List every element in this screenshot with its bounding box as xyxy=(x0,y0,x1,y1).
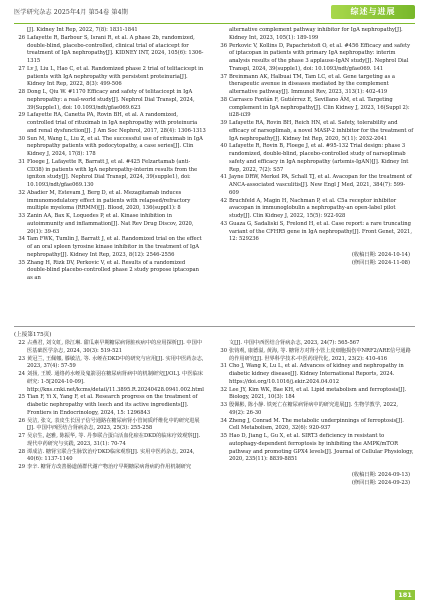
reference-text: Tian F, Yi X, Yang F, et al. Research progress on the treatment of diabetic nephropathy with leech and its active ingredients[J]. Frontiers in Endocrinology, 2024, 15: 1296843 xyxy=(27,394,198,416)
reference-text: Lafayette R, Rovin B, Floege J, et al. #95-132 Trial design: phase 3 randomized, double-blind, placebo-controlled study of narsoplimab safety and efficacy in IgA nephropathy (artemis-IgAN)[J]. Kidney Int Rep, 2022, 7(2): S57 xyxy=(229,143,409,173)
reference-text: Zanin AA, Bax K, Loquedes P, et al. Kinase inhibition in autoimmunity and inflammation[J]. Nat Rev Drug Discov, 2020, 20(1): 39-63 xyxy=(27,213,194,235)
reference-item xyxy=(14,27,206,35)
received-date-line: (修回日期: 2024-11-08) xyxy=(351,259,410,266)
reference-number: 25 xyxy=(18,394,25,401)
reference-number: 37 xyxy=(220,73,227,80)
reference-item xyxy=(14,433,206,449)
reference-list-right-top xyxy=(216,27,414,268)
received-dates xyxy=(216,472,414,488)
reference-text: 殷佩彬, 陈小静. 铁死亡在糖尿病肾病中的研究进展[J]. 生物学教学, 2022, 49(2): 26-30 xyxy=(229,402,399,416)
reference-item xyxy=(216,198,414,221)
reference-text: 文[J]. 中国中西医结合肾病杂志, 2023, 24(7): 565-567 xyxy=(229,340,360,346)
reference-item xyxy=(216,387,414,403)
reference-number: 39 xyxy=(220,120,227,126)
reference-text: Carrasco Fontán F, Gutiérrez E, Sevillano ÁM, et al. Targeting complement in IgA nephropathy[J]. Clin Kidney J, 2023, 16(Suppl 2): ii28-ii39 xyxy=(229,96,410,119)
reference-item xyxy=(216,418,414,434)
reference-text: 黄冠兰, 王佩娜, 滕敏洁, 等. 水蛭在DKD中的研究与应用[J]. 实用中医药杂志, 2023, 37(4): 57-59 xyxy=(27,355,204,370)
reference-number: 26 xyxy=(18,417,25,424)
reference-text: 吴京生, 赵雅, 陈振华, 等. 丹参联合蛋白活血化瘀在DKD的临床疗效观察[J]. 现代中药研究与实践, 2023, 31(1): 70-74 xyxy=(27,433,201,447)
reference-item xyxy=(14,159,206,190)
continued-from-label: (上接第175页) xyxy=(14,332,52,338)
reference-text: Sun M, Wang L, Liu Z, et al. The successful use of rituximab in IgA nephropathy patients with podocytopathy, a case series[J]. Clin Kidney J, 2024, 17(8): 178 xyxy=(27,135,203,157)
reference-text: 李辛. 糖肾方改善肠道菌群代谢产物治疗早期糖尿病肾病的作用机制研究 xyxy=(27,464,192,470)
header-rule xyxy=(14,23,415,24)
reference-item xyxy=(14,464,206,472)
reference-text: [J]. Kidney Int Rep, 2022, 7(8): 1831-1841 xyxy=(27,27,138,33)
reference-number: 26 xyxy=(18,34,25,41)
reference-number: 40 xyxy=(220,143,227,150)
reference-number: 29 xyxy=(18,464,25,470)
reference-item xyxy=(14,136,206,159)
received-date-line: (收稿日期: 2024-09-13) xyxy=(351,472,410,478)
reference-text: Lafayette RA, Rovin BH, Reich HN, et al. Safety, tolerability and efficacy of narsoplimab, a novel MASP-2 inhibitor for the treatment of IgA nephropathy[J]. Kidney Int Rep, 2020, 5(11): 2032-2041 xyxy=(229,120,414,142)
reference-text: 占燕君, 刘文虹, 徐江琳. 甜瓜素早期糖尿病肾脏疾病中的应用探析[J]. 中国中医基础医学杂志, 2024, 30(3): 519-521 xyxy=(27,340,202,354)
reference-item xyxy=(14,35,206,66)
reference-item xyxy=(216,348,414,364)
reference-number: 32 xyxy=(18,189,25,196)
journal-header: 医学研究杂志 2025年4月 第54卷 第4期 xyxy=(14,9,128,16)
reference-text: Zheng J, Conrad M. The metabolic underpinnings of ferroptosis[J]. Cell Metabolism, 2020, 32(6): 920-937 xyxy=(229,417,404,432)
reference-item xyxy=(14,394,206,417)
reference-item xyxy=(216,340,414,348)
reference-text: 张钧观, 康德溢, 黄海, 等. 糖肾方对肾小管上皮细胞损伤中NRF2/ARE信号通路的作用研究[J]. 世界科学技术-中医药现代化, 2021, 23(2): 410-416 xyxy=(229,347,411,362)
reference-item xyxy=(216,402,414,418)
reference-item xyxy=(14,371,206,394)
reference-number: 30 xyxy=(18,135,25,142)
reference-number: 23 xyxy=(18,355,25,362)
reference-item xyxy=(216,221,414,244)
column-label-badge: 综述与进展 xyxy=(331,5,415,19)
reference-number: 29 xyxy=(18,112,25,119)
reference-item xyxy=(14,449,206,465)
reference-item xyxy=(14,112,206,135)
reference-text: 刘扬, 王媛. 通络药水蛭及鬼箭羽在糖尿病肾病中的机制研究[J/OL]. 中医临床研究: 1-5[2024-10-09]. http://kns.cnki.net/kcms/detail/11.3895.R.20240428.0941.002.html xyxy=(27,371,204,393)
reference-item xyxy=(14,260,206,283)
reference-number: 28 xyxy=(18,448,25,455)
reference-text: Breinmann AK, Halbuai TM, Tam LC, et al. Gene targeting as a therapeutic avenue in diseases mediated by the complement alternative pathway[J]. Immunol Rev, 2023, 313(1): 402-419 xyxy=(229,73,396,95)
reference-text: Dong L, Qiu W. #1170 Efficacy and safety of telitacicept in IgA nephropathy: a real-world study[J]. Nephrol Dial Transpl, 2024, 39(Supple1), doi: 10.1093/ndt/gfae069.623 xyxy=(27,89,195,111)
page-number: 181 xyxy=(395,590,415,600)
reference-text: Lv J, Liu L, Hao C, et al. Randomized phase 2 trial of telitacicept in patients with IgA nephropathy with persistent proteinuria[J]. Kidney Int Rep, 2022, 8(3): 499-506 xyxy=(27,65,204,88)
reference-number: 36 xyxy=(220,42,227,49)
reference-item xyxy=(216,27,414,43)
reference-number: 33 xyxy=(220,402,227,408)
reference-item xyxy=(216,174,414,197)
reference-number: 33 xyxy=(18,213,25,219)
reference-item xyxy=(216,97,414,120)
reference-text: 谭成洁. 糖肾宝联合生脉饮治疗DKD临床观察[J]. 实用中医药杂志, 2024, 40(6): 1137-1140 xyxy=(27,448,195,463)
reference-text: Zhang H, Rizk DV, Perkovic V, et al. Results of a randomized double-blind placebo-controlled phase 2 study propose iptacopan as an xyxy=(27,259,199,281)
reference-item xyxy=(14,66,206,89)
reference-item xyxy=(14,356,206,372)
reference-number: 42 xyxy=(220,197,227,204)
reference-item xyxy=(216,143,414,174)
reference-text: Lee JY, Kim WK, Bae KH, et al. Lipid metabolism and ferroptosis[J]. Biology, 2021, 10(3): 184 xyxy=(229,386,407,401)
section-divider xyxy=(14,326,415,327)
reference-item xyxy=(14,89,206,112)
reference-number: 43 xyxy=(220,220,227,227)
reference-item xyxy=(14,236,206,259)
reference-text: Cho J, Wang K, Lu L, et al. Advances of kidney and nephropathy in diabetic kidney disease[J]. Kidney International Reports, 2024. https://doi.org/10.1016/j.ekir.2024.04.012 xyxy=(229,363,404,385)
reference-list-left-top xyxy=(14,27,206,283)
reference-item xyxy=(216,43,414,74)
page-header xyxy=(14,5,415,21)
reference-number: 35 xyxy=(220,433,227,439)
reference-text: Jayne DRW, Merkel PA, Schall TJ, et al. Avacopan for the treatment of ANCA-associated vasculitis[J]. New Engl J Med, 2021, 384(7): 599-609 xyxy=(229,174,412,196)
reference-item xyxy=(14,340,206,356)
reference-item xyxy=(216,74,414,97)
reference-number: 27 xyxy=(18,433,25,439)
reference-item xyxy=(216,120,414,143)
reference-text: Lafayette R, Barbour S, Israni R, et al. A phase 2b, randomized, double-blind, placebo-controlled, clinical trial of atacicept for treatment of IgA nephropathy[J]. KIDNEY INT, 2024, 105(6): 1306-1315 xyxy=(27,34,204,64)
reference-number: 31 xyxy=(220,363,227,370)
reference-text: Tam FWK, Tumlin J, Barratt J, et al. Randomized trial on the effect of an oral spleen tyrosine kinase inhibitor in the treatment of IgA nephropathy[J]. Kidney Int Rep, 2023, 8(12): 2546-2556 xyxy=(27,236,202,258)
reference-item xyxy=(216,433,414,464)
reference-number: 24 xyxy=(18,371,25,377)
received-date-line: (修回日期: 2024-09-23) xyxy=(351,479,410,486)
received-date-line: (收稿日期: 2024-10-14) xyxy=(351,252,410,258)
received-dates xyxy=(216,252,414,268)
reference-text: alternative complement pathway inhibitor for IgA nephropathy[J]. Kidney Int, 2023, 105(1): 189-199 xyxy=(229,27,403,41)
reference-item xyxy=(14,418,206,434)
reference-number: 38 xyxy=(220,96,227,103)
reference-number: 34 xyxy=(18,236,25,243)
reference-number: 22 xyxy=(18,340,25,346)
reference-text: Abadier M, Estevam J, Berg D, et al. Mezagitamab induces immunomodulatory effect in patients with relapsed/refractory multiple myeloma (RRMM)[J]. Blood, 2020, 136(suppl1): 8 xyxy=(27,189,191,212)
reference-list-left-bottom xyxy=(14,340,206,472)
reference-item xyxy=(14,213,206,236)
reference-number: 30 xyxy=(220,347,227,354)
reference-item xyxy=(14,190,206,213)
reference-text: 吴洁, 张文, 表皮生长因子信号通路在糖尿病肾小管间质纤维化中的研究进展[J]. 中国中西医结合肾病杂志, 2023, 25(3): 255-258 xyxy=(27,417,200,432)
reference-number: 28 xyxy=(18,89,25,95)
reference-number: 35 xyxy=(18,259,25,266)
reference-text: Floege J, Lafayette R, Barratt J, et al. #425 Felzartamab (anti-CD38) in patients with IgA nephropathy-interim results from the igniton study[J]. Nephrol Dial Transpl, 2024, 39(supple1), doi: 10.1093/ndt/gfae069.130 xyxy=(27,158,198,188)
reference-number: 27 xyxy=(18,65,25,72)
reference-text: Guaza G, Sadaliski S, Frelond H, et al. Case report: a rare truncating variant of the CFHR5 gene in IgA nephropathy[J]. Front Genet, 2021, 12: 529236 xyxy=(229,220,412,243)
reference-text: Bruchfeld A, Magin H, Nachman P, et al. C5a receptor inhibitor avacopan in immunoglobulin a nephropathy-an open-label pilot study[J]. Clin Kidney J, 2022, 15(5): 922-928 xyxy=(229,197,397,219)
reference-item xyxy=(216,363,414,386)
reference-number: 32 xyxy=(220,386,227,393)
reference-number: 31 xyxy=(18,158,25,165)
reference-number: 34 xyxy=(220,417,227,424)
reference-text: Lafayette RA, Canetta PA, Rovin BH, et al. A randomized, controlled trial of rituximab in IgA nephropathy with proteinuria and renal dysfunction[J]. J Am Soc Nephrol, 2017, 28(4): 1306-1313 xyxy=(27,112,206,134)
reference-text: Perkovic V, Kollins D, Papachristofi O, et al. #456 Efficacy and safety of iptacopan in patients with primary IgA nephropathy: interim analysis results of the phase 3 applause-IgAN study[J]. Nephrol Dial Transpl, 2024, 39(supple1), doi: 10.1093/ndt/gfae069. 141 xyxy=(229,42,411,72)
reference-text: Hao D, Jiang L, Gu X, et al. SIRT3 deficiency in resistant to autophagy-dependent ferroptosis by inhibiting the AMPK/mTOR pathway and promoting GPX4 levels[J]. Journal of Cellular Physiology, 2020, 235(11): 8839-8851 xyxy=(229,433,414,463)
reference-list-right-bottom xyxy=(216,340,414,488)
reference-number: 41 xyxy=(220,174,227,181)
